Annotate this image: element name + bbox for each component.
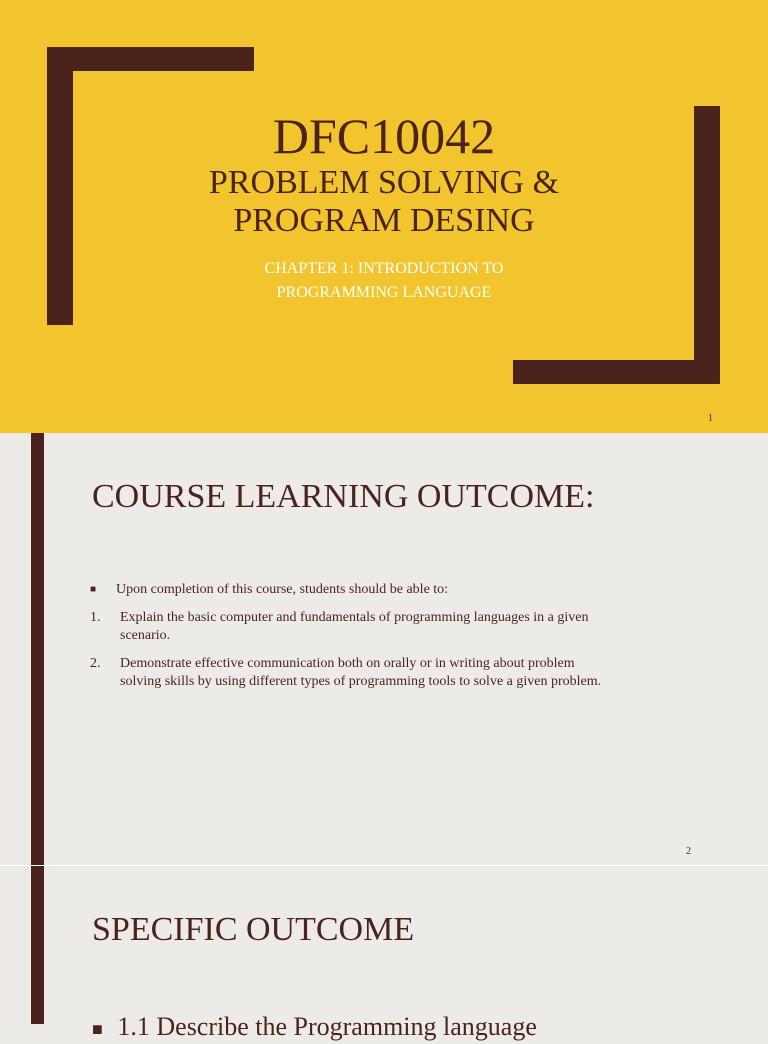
list-item-line: scenario. (120, 628, 171, 643)
chapter-caption (0, 257, 768, 305)
list-item-text (120, 655, 680, 691)
chapter-line-1: CHAPTER 1: INTRODUCTION TO (264, 260, 504, 277)
list-number: 2. (90, 656, 101, 671)
page-number: 1 (708, 413, 713, 424)
list-item-line: Demonstrate effective communication both on orally or in writing about problem (120, 656, 575, 671)
left-accent-bar (31, 433, 44, 865)
learning-outcome-slide (0, 433, 768, 865)
course-name-subtitle (0, 164, 768, 240)
subtitle-line-2: PROGRAM DESING (233, 202, 535, 239)
list-number: 1. (90, 610, 101, 625)
square-bullet-icon: ■ (92, 1019, 103, 1039)
left-accent-bar (31, 866, 44, 1024)
course-code-title: DFC10042 (272, 108, 496, 164)
corner-bracket-top-left-horizontal (47, 47, 254, 71)
slide-heading: COURSE LEARNING OUTCOME: (92, 478, 595, 515)
chapter-line-2: PROGRAMMING LANGUAGE (276, 284, 492, 301)
list-item-text: 1.1 Describe the Programming language (117, 1012, 537, 1041)
subtitle-line-1: PROBLEM SOLVING & (208, 164, 560, 201)
slide-heading: SPECIFIC OUTCOME (92, 911, 415, 948)
list-item-line: Explain the basic computer and fundamentals of programming languages in a given (120, 610, 589, 625)
corner-bracket-bottom-right-horizontal (513, 360, 720, 384)
list-item-line: solving skills by using different types of programming tools to solve a given problem. (120, 674, 602, 689)
title-slide (0, 0, 768, 433)
intro-text: Upon completion of this course, students should be able to: (116, 582, 449, 597)
list-item-text (120, 609, 680, 645)
square-bullet-icon: ■ (90, 584, 97, 595)
list-item (92, 1012, 692, 1044)
specific-outcome-slide (0, 866, 768, 1041)
page-number: 2 (686, 846, 691, 857)
